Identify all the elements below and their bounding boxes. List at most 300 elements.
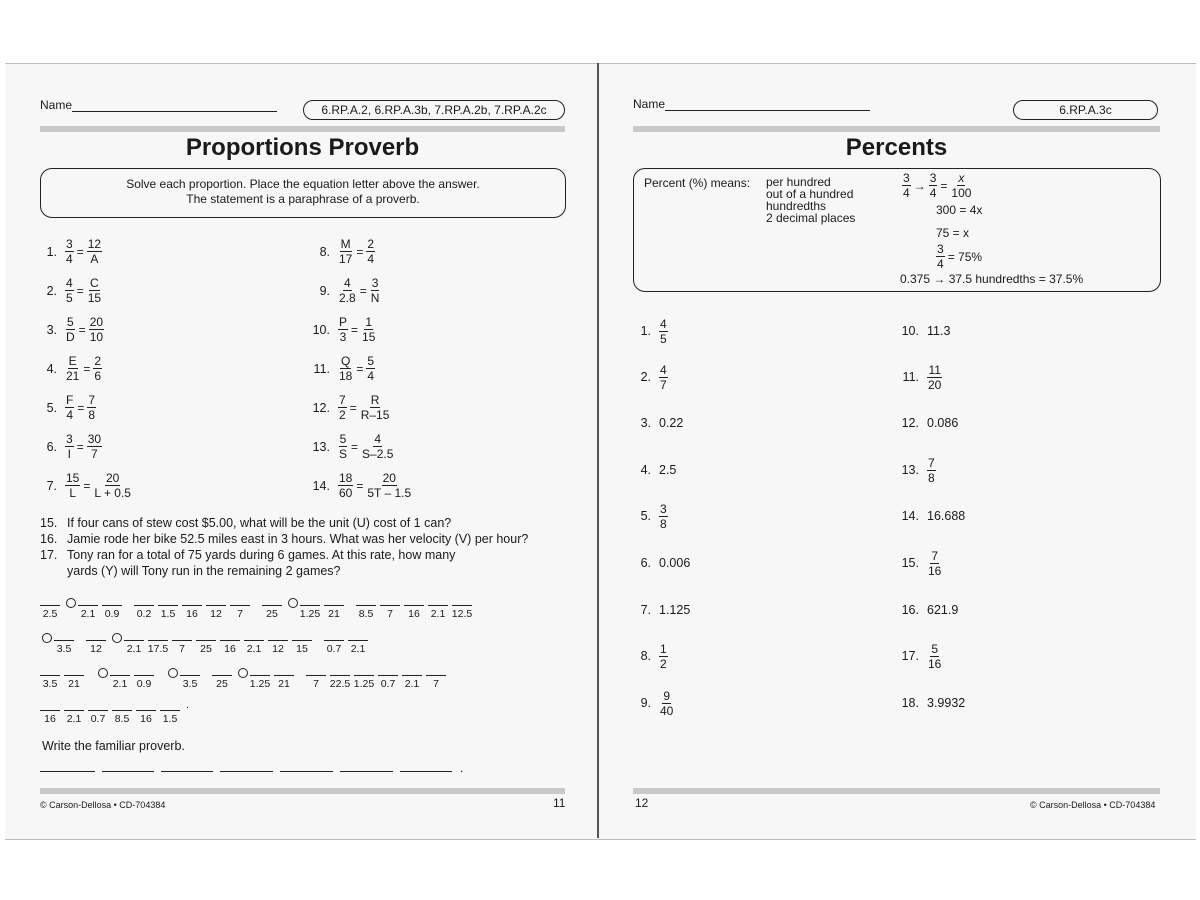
decoder-blank[interactable] <box>244 640 264 655</box>
decoder-answer: 1.5 <box>162 713 178 725</box>
name-label: Name <box>40 98 73 112</box>
fraction: $\frac{3}{4}$ <box>929 171 937 200</box>
write-prompt: Write the familiar proverb. <box>42 739 185 753</box>
fraction: $\frac{3}{4}$ <box>66 237 73 266</box>
decoder-blank[interactable] <box>180 675 200 690</box>
decoder-blank[interactable] <box>268 640 288 655</box>
fraction: $\frac{7}{8}$ <box>88 393 96 422</box>
blank-line[interactable] <box>180 675 200 676</box>
blank-line[interactable] <box>160 710 180 711</box>
name-field[interactable] <box>633 97 870 111</box>
decoder-blank[interactable] <box>196 640 216 655</box>
decoder-blank[interactable] <box>292 640 312 655</box>
decoder-answer: 0.2 <box>136 608 152 620</box>
percent-item <box>633 548 690 578</box>
decoder-answer: 21 <box>68 678 80 690</box>
word-problems <box>40 515 580 579</box>
proportion-problem <box>300 276 380 305</box>
decoder-answer: 2.1 <box>404 678 420 690</box>
decoder-answer: 2.1 <box>80 608 96 620</box>
answer-blank[interactable] <box>340 771 393 772</box>
footer-rule <box>40 788 565 794</box>
equals: = <box>940 178 948 193</box>
decoder-line <box>40 590 565 620</box>
decoder-answer: 16 <box>140 713 152 725</box>
book-fold <box>597 63 599 838</box>
blank-line[interactable] <box>426 675 446 676</box>
answer-blank[interactable] <box>40 771 95 772</box>
decoder-blank[interactable] <box>102 605 122 620</box>
equals: = <box>356 361 364 376</box>
example-proportion <box>902 171 972 200</box>
decoder-answer: 1.25 <box>353 678 375 690</box>
proportion-problem <box>300 471 412 500</box>
decoder-answer: 21 <box>278 678 290 690</box>
decoder-blank[interactable] <box>356 605 376 620</box>
percent-item <box>897 408 958 438</box>
left-page <box>5 63 595 838</box>
decoder-answer: 1.25 <box>299 608 321 620</box>
blank-line[interactable] <box>292 640 312 641</box>
fraction: $\frac{1}{15}$ <box>362 315 376 344</box>
decoder-blank[interactable] <box>148 640 168 655</box>
fraction: $\frac{4}{7}$ <box>660 362 667 392</box>
decoder-answer: 7 <box>179 643 185 655</box>
item-value: 16.688 <box>927 509 966 523</box>
blank-line[interactable] <box>306 675 326 676</box>
blank-line[interactable] <box>182 605 202 606</box>
fraction: $\frac{7}{2}$ <box>339 393 346 422</box>
item-value: 0.086 <box>927 416 959 430</box>
decoder-blank[interactable] <box>158 605 178 620</box>
arrow: → <box>913 178 926 193</box>
item-number: 15. <box>901 556 919 570</box>
word-problem-number <box>40 563 67 579</box>
word-problem-text: Tony ran for a total of 75 yards during 6 games. At this rate, how many <box>67 548 456 562</box>
decoder-blank[interactable] <box>250 675 270 690</box>
blank-line[interactable] <box>88 710 108 711</box>
fraction: $\frac{30}{7}$ <box>87 432 102 461</box>
problem-number: 13. <box>312 439 330 454</box>
proportion-problem <box>300 315 376 344</box>
word-problem-text: If four cans of stew cost $5.00, what will be the unit (U) cost of 1 can? <box>67 516 452 530</box>
decoder-blank[interactable] <box>64 675 84 690</box>
example-line-4 <box>936 242 982 271</box>
decoder-answer: 3.5 <box>42 678 58 690</box>
problem-number: 7. <box>46 478 57 493</box>
decoder-blank[interactable] <box>380 605 400 620</box>
blank-line[interactable] <box>356 605 376 606</box>
fraction: $\frac{20}{10}$ <box>89 315 104 344</box>
decoder-blank[interactable] <box>354 675 374 690</box>
proportion-problem <box>35 276 102 305</box>
decoder-blank[interactable] <box>110 675 130 690</box>
blank-line[interactable] <box>64 710 84 711</box>
problem-number: 10. <box>312 322 330 337</box>
decoder-blank[interactable] <box>378 675 398 690</box>
decoder-blank[interactable] <box>78 605 98 620</box>
decoder-answer: 7 <box>237 608 243 620</box>
decoder-blank[interactable] <box>348 640 368 655</box>
proportion-problem <box>35 432 102 461</box>
decoder-blank[interactable] <box>172 640 192 655</box>
problem-number: 9. <box>319 283 330 298</box>
problem-number: 3. <box>46 322 57 337</box>
name-underline[interactable] <box>665 100 870 111</box>
blank-line[interactable] <box>348 640 368 641</box>
fraction: $\frac{3}{I}$ <box>66 432 73 461</box>
blank-line[interactable] <box>324 640 344 641</box>
decoder-answer: 16 <box>224 643 236 655</box>
percent-item <box>633 641 668 671</box>
fraction: $\frac{P}{3}$ <box>339 315 348 344</box>
item-number: 9. <box>640 696 651 710</box>
blank-line[interactable] <box>274 675 294 676</box>
equals: = <box>351 439 359 454</box>
item-value: 0.22 <box>659 416 684 430</box>
answer-blank[interactable] <box>280 771 333 772</box>
blank-line[interactable] <box>268 640 288 641</box>
item-value: 0.006 <box>659 556 691 570</box>
decoder-blank[interactable] <box>112 710 132 725</box>
fraction: $\frac{20}{L + 0.5}$ <box>94 471 131 500</box>
proportion-problem <box>35 471 132 500</box>
decoder-blank[interactable] <box>160 710 180 725</box>
fraction: $\frac{4}{2.8}$ <box>339 276 356 305</box>
decoder-answer: 2.1 <box>126 643 142 655</box>
circle-marker-icon <box>98 668 108 678</box>
example-line-5: 0.375 → 37.5 hundredths = 37.5% <box>900 272 1084 286</box>
item-value: 2.5 <box>659 463 677 477</box>
header-rule <box>40 126 565 132</box>
decoder-blank[interactable] <box>136 710 156 725</box>
blank-line[interactable] <box>250 675 270 676</box>
blank-line[interactable] <box>404 605 424 606</box>
circle-marker-icon <box>288 598 298 608</box>
header-rule <box>633 126 1160 132</box>
decoder-answer: 21 <box>328 608 340 620</box>
end-period: . <box>186 699 189 711</box>
decoder-answer: 2.1 <box>66 713 82 725</box>
decoder-blank[interactable] <box>330 675 350 690</box>
item-number: 16. <box>901 603 919 617</box>
decoder-answer: 1.5 <box>160 608 176 620</box>
fraction: $\frac{4}{5}$ <box>66 276 73 305</box>
fraction: $\frac{3}{8}$ <box>660 501 667 531</box>
decoder-answer: 1.25 <box>249 678 271 690</box>
fraction: $\frac{3}{N}$ <box>370 276 380 305</box>
decoder-answer: 0.9 <box>136 678 152 690</box>
means-item: per hundred <box>766 175 831 189</box>
decoder-blank[interactable] <box>324 605 344 620</box>
decoder-blank[interactable] <box>404 605 424 620</box>
item-number: 3. <box>640 416 651 430</box>
fraction: $\frac{5}{S}$ <box>339 432 348 461</box>
fraction: $\frac{M}{17}$ <box>339 237 353 266</box>
blank-line[interactable] <box>330 675 350 676</box>
item-value: 621.9 <box>927 603 959 617</box>
equals: = <box>76 283 84 298</box>
means-item: out of a hundred <box>766 187 854 201</box>
item-number: 10. <box>901 324 919 338</box>
equals: = <box>78 322 86 337</box>
blank-line[interactable] <box>452 605 472 606</box>
blank-line[interactable] <box>196 640 216 641</box>
end-period: . <box>460 761 464 775</box>
problem-number: 14. <box>312 478 330 493</box>
answer-blank[interactable] <box>161 771 213 772</box>
proportion-problem <box>35 315 104 344</box>
decoder-blank[interactable] <box>212 675 232 690</box>
decoder-answer: 25 <box>266 608 278 620</box>
fraction: $\frac{5}{4}$ <box>367 354 375 383</box>
fraction: $\frac{9}{40}$ <box>660 688 674 718</box>
decoder-answer: 0.7 <box>90 713 106 725</box>
decoder-blank[interactable] <box>86 640 106 655</box>
blank-line[interactable] <box>428 605 448 606</box>
proportion-problem <box>300 432 394 461</box>
proportion-problem <box>300 354 375 383</box>
answer-blank[interactable] <box>400 771 452 772</box>
name-label: Name <box>633 97 666 111</box>
equals: = <box>77 400 85 415</box>
decoder-blank[interactable] <box>124 640 144 655</box>
decoder-answer: 7 <box>433 678 439 690</box>
decoder-answer: 16 <box>408 608 420 620</box>
item-value: 3.9932 <box>927 696 966 710</box>
item-number: 5. <box>640 509 651 523</box>
blank-line[interactable] <box>230 605 250 606</box>
blank-line[interactable] <box>86 640 106 641</box>
item-number: 12. <box>901 416 919 430</box>
blank-line[interactable] <box>380 605 400 606</box>
equals: = <box>83 478 91 493</box>
decoder-answer: 15 <box>296 643 308 655</box>
decoder-answer: 0.9 <box>104 608 120 620</box>
blank-line[interactable] <box>110 675 130 676</box>
decoder-answer: 12 <box>272 643 284 655</box>
decoder-answer: 3.5 <box>56 643 72 655</box>
answer-blank[interactable] <box>220 771 273 772</box>
problem-number: 1. <box>46 244 57 259</box>
percent-item <box>633 362 668 392</box>
item-value: 11.3 <box>927 324 951 338</box>
word-problem-text: yards (Y) will Tony run in the remaining 2 games? <box>67 564 341 578</box>
blank-line[interactable] <box>354 675 374 676</box>
decoder-blank[interactable] <box>64 710 84 725</box>
decoder-blank[interactable] <box>262 605 282 620</box>
right-page <box>600 63 1190 838</box>
decoder-answer: 12 <box>90 643 102 655</box>
percent-item <box>897 362 942 392</box>
blank-line[interactable] <box>212 675 232 676</box>
decoder-answer: 22.5 <box>329 678 351 690</box>
decoder-answer: 2.1 <box>246 643 262 655</box>
example-result: = 75% <box>947 249 983 264</box>
decoder-blank[interactable] <box>88 710 108 725</box>
fraction: $\frac{20}{5T - 1.5}$ <box>367 471 412 500</box>
equals: = <box>356 244 364 259</box>
equals: = <box>76 244 84 259</box>
fraction: $\frac{15}{L}$ <box>66 471 80 500</box>
percent-item <box>897 501 965 531</box>
percent-item <box>633 316 668 346</box>
fraction: $\frac{7}{16}$ <box>928 548 942 578</box>
item-number: 18. <box>901 696 919 710</box>
means-item: hundredths <box>766 199 827 213</box>
blank-line[interactable] <box>136 710 156 711</box>
percent-item <box>897 688 965 718</box>
blank-line[interactable] <box>300 605 320 606</box>
decoder-answer: 0.7 <box>326 643 342 655</box>
item-number: 4. <box>640 463 651 477</box>
blank-line[interactable] <box>134 675 154 676</box>
decoder-blank[interactable] <box>306 675 326 690</box>
means-item: 2 decimal places <box>766 211 856 225</box>
decoder-answer: 7 <box>313 678 319 690</box>
word-problem-number: 16. <box>40 532 58 546</box>
page-number: 12 <box>635 796 649 810</box>
problem-number: 8. <box>319 244 330 259</box>
decoder-blank[interactable] <box>206 605 226 620</box>
fraction: $\frac{4}{S-2.5}$ <box>362 432 394 461</box>
name-field[interactable] <box>40 98 277 112</box>
decoder-answer: 2.1 <box>350 643 366 655</box>
blank-line[interactable] <box>124 640 144 641</box>
decoder-blank[interactable] <box>402 675 422 690</box>
item-number: 14. <box>901 509 919 523</box>
blank-line[interactable] <box>148 640 168 641</box>
problem-number: 12. <box>312 400 330 415</box>
blank-line[interactable] <box>206 605 226 606</box>
percent-item <box>897 641 942 671</box>
decoder-blank[interactable] <box>428 605 448 620</box>
word-problem-number: 17. <box>40 548 58 562</box>
fraction: $\frac{11}{20}$ <box>928 362 942 392</box>
decoder-blank[interactable] <box>134 675 154 690</box>
fraction: $\frac{Q}{18}$ <box>339 354 353 383</box>
fraction: $\frac{12}{A}$ <box>87 237 102 266</box>
decoder-blank[interactable] <box>182 605 202 620</box>
item-number: 13. <box>901 463 919 477</box>
item-number: 2. <box>640 370 651 384</box>
blank-line[interactable] <box>220 640 240 641</box>
blank-line[interactable] <box>64 675 84 676</box>
decoder-blank[interactable] <box>452 605 472 620</box>
problem-number: 11. <box>313 361 330 376</box>
item-number: 7. <box>640 603 651 617</box>
circle-marker-icon <box>42 633 52 643</box>
proportion-problem <box>35 354 102 383</box>
blank-line[interactable] <box>262 605 282 606</box>
answer-blank[interactable] <box>102 771 154 772</box>
decoder-blank[interactable] <box>40 675 60 690</box>
blank-line[interactable] <box>324 605 344 606</box>
example-line-3: 75 = x <box>936 226 970 240</box>
item-value: 1.125 <box>659 603 691 617</box>
decoder-answer: 25 <box>200 643 212 655</box>
decoder-answer: 7 <box>387 608 393 620</box>
problem-number: 6. <box>46 439 57 454</box>
equals: = <box>349 400 357 415</box>
blank-line[interactable] <box>134 605 154 606</box>
blank-line[interactable] <box>54 640 74 641</box>
item-number: 8. <box>640 649 651 663</box>
item-number: 1. <box>640 324 651 338</box>
decoder-answer: 8.5 <box>358 608 374 620</box>
percent-item <box>633 595 690 625</box>
blank-line[interactable] <box>40 605 60 606</box>
percent-item <box>897 595 958 625</box>
fraction: $\frac{5}{16}$ <box>928 641 942 671</box>
circle-marker-icon <box>66 598 76 608</box>
decoder-line <box>40 660 565 690</box>
blank-line[interactable] <box>40 675 60 676</box>
problem-number: 2. <box>46 283 57 298</box>
circle-marker-icon <box>112 633 122 643</box>
means-list <box>766 176 855 224</box>
name-underline[interactable] <box>72 101 277 112</box>
decoder-blank[interactable] <box>220 640 240 655</box>
instructions-line-1: Solve each proportion. Place the equation letter above the answer. <box>126 177 480 191</box>
decoder-answer: 8.5 <box>114 713 130 725</box>
blank-line[interactable] <box>244 640 264 641</box>
blank-line[interactable] <box>172 640 192 641</box>
instructions-line-2: The statement is a paraphrase of a proverb. <box>186 192 420 206</box>
decoder-blank[interactable] <box>54 640 74 655</box>
fraction: $\frac{2}{4}$ <box>367 237 375 266</box>
decoder-blank[interactable] <box>324 640 344 655</box>
decoder-answer: 16 <box>186 608 198 620</box>
equals: = <box>76 439 84 454</box>
blank-line[interactable] <box>112 710 132 711</box>
blank-line[interactable] <box>378 675 398 676</box>
decoder-line <box>40 625 565 655</box>
decoder-blank[interactable] <box>40 605 60 620</box>
circle-marker-icon <box>168 668 178 678</box>
footer-copyright: © Carson-Dellosa • CD-704384 <box>1030 800 1156 810</box>
decoder-blank[interactable] <box>300 605 320 620</box>
decoder-blank[interactable] <box>426 675 446 690</box>
decoder-blank[interactable] <box>274 675 294 690</box>
blank-line[interactable] <box>158 605 178 606</box>
decoder-answer: 12 <box>210 608 222 620</box>
percent-item <box>897 316 950 346</box>
percent-definition-box <box>633 168 1161 292</box>
equals: = <box>351 322 359 337</box>
word-problem-number: 15. <box>40 516 58 530</box>
decoder-answer: 12.5 <box>451 608 473 620</box>
decoder-blank[interactable] <box>230 605 250 620</box>
problem-number: 5. <box>46 400 57 415</box>
means-label: Percent (%) means: <box>644 176 751 190</box>
blank-line[interactable] <box>402 675 422 676</box>
standards-badge: 6.RP.A.2, 6.RP.A.3b, 7.RP.A.2b, 7.RP.A.2c <box>303 100 565 120</box>
fraction: $\frac{C}{15}$ <box>87 276 102 305</box>
percent-item <box>897 455 936 485</box>
blank-line[interactable] <box>78 605 98 606</box>
fraction: $\frac{E}{21}$ <box>66 354 80 383</box>
proportion-problem <box>300 237 375 266</box>
proverb-answer-lines[interactable] <box>40 761 480 775</box>
standards-badge: 6.RP.A.3c <box>1013 100 1158 120</box>
footer-rule <box>633 788 1160 794</box>
decoder-blank[interactable] <box>134 605 154 620</box>
decoder-blank[interactable] <box>40 710 60 725</box>
blank-line[interactable] <box>102 605 122 606</box>
decoder-answer: 2.1 <box>112 678 128 690</box>
blank-line[interactable] <box>40 710 60 711</box>
